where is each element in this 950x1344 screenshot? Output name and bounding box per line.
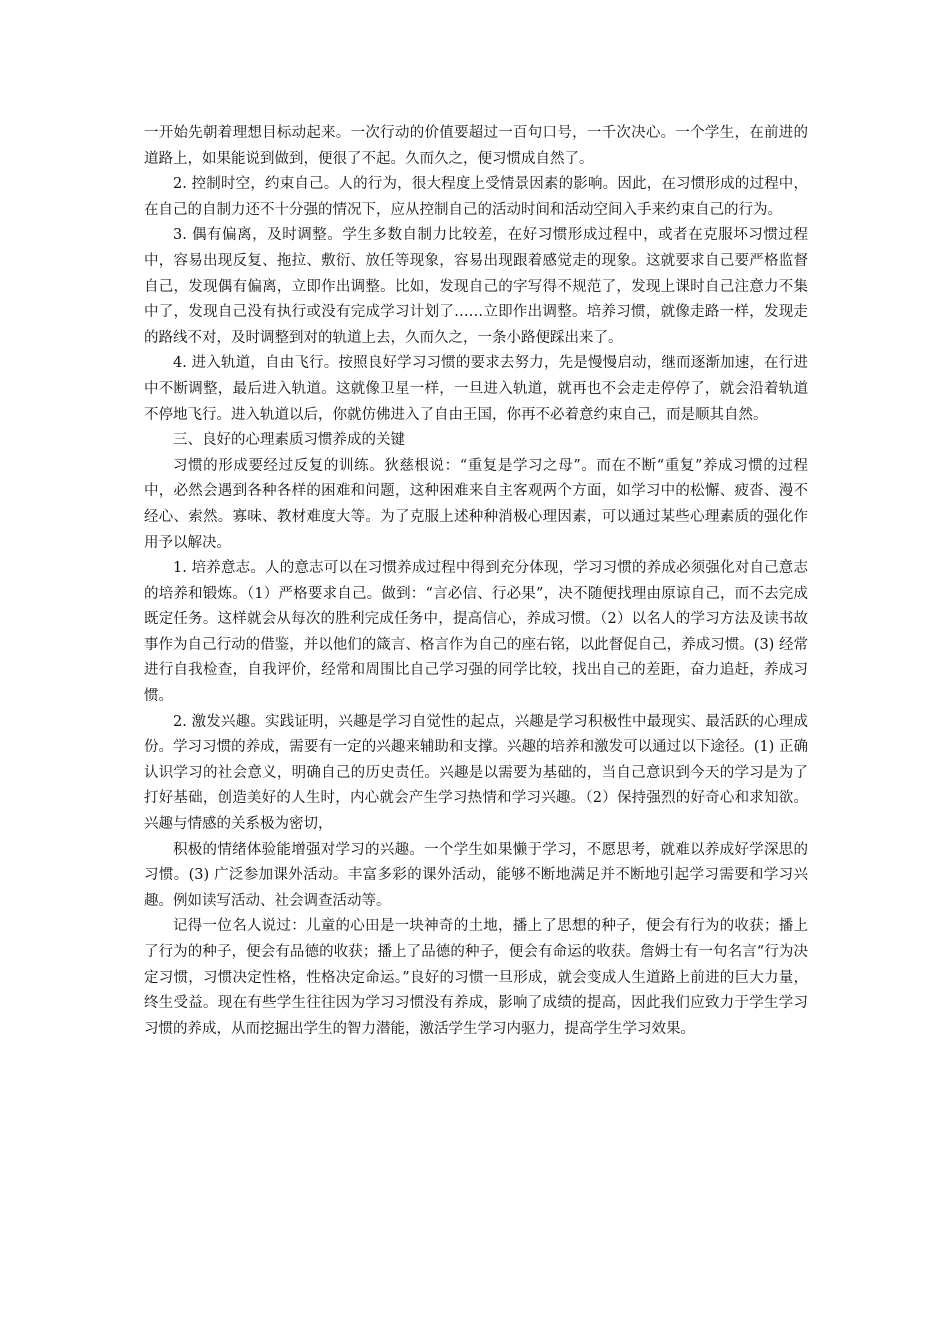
paragraph-9: 积极的情绪体验能增强对学习的兴趣。一个学生如果懒于学习，不愿思考，就难以养成好学深思的习惯。(3) 广泛参加课外活动。丰富多彩的课外活动，能够不断地满足并不断地引起学习需要和学习兴趣。例如读写活动、社会调查活动等。 xyxy=(144,841,808,909)
paragraph-7: 1. 培养意志。人的意志可以在习惯养成过程中得到充分体现，学习习惯的养成必须强化对自己意志的培养和锻炼。（1）严格要求自己。做到：“言必信、行必果”，决不随便找理由原谅自己，而不去完成既定任务。这样就会从每次的胜利完成任务中，提高信心，养成习惯。（2）以名人的学习方法及读书故事作为自己行动的借鉴，并以他们的箴言、格言作为自己的座右铭，以此督促自己，养成习惯。(3) 经常进行自我检查，自我评价，经常和周围比自己学习强的同学比较，找出自己的差距，奋力追赶，养成习惯。 xyxy=(144,560,808,705)
paragraph-6: 习惯的形成要经过反复的训练。狄慈根说：“重复是学习之母”。而在不断“重复”养成习惯的过程中，必然会遇到各种各样的困难和问题，这种困难来自主客观两个方面，如学习中的松懈、疲沓、漫不经心、索然。寡味、教材难度大等。为了克服上述种种消极心理因素，可以通过某些心理素质的强化作用予以解决。 xyxy=(144,457,808,551)
paragraph-10: 记得一位名人说过：儿童的心田是一块神奇的土地，播上了思想的种子，便会有行为的收获；播上了行为的种子，便会有品德的收获；播上了品德的种子，便会有命运的收获。詹姆士有一句名言“行为决定习惯，习惯决定性格，性格决定命运。”良好的习惯一旦形成，就会变成人生道路上前进的巨大力量，终生受益。现在有些学生往往因为学习习惯没有养成，影响了成绩的提高，因此我们应致力于学生学习习惯的养成，从而挖掘出学生的智力潜能，激活学生学习内驱力，提高学生学习效果。 xyxy=(144,918,808,1037)
document-body xyxy=(144,121,808,1042)
paragraph-4: 4. 进入轨道，自由飞行。按照良好学习习惯的要求去努力，先是慢慢启动，继而逐渐加速，在行进中不断调整，最后进入轨道。这就像卫星一样，一旦进入轨道，就再也不会走走停停了，就会沿着轨道不停地飞行。进入轨道以后，你就仿佛进入了自由王国，你再不必着意约束自己，而是顺其自然。 xyxy=(144,355,808,423)
paragraph-8: 2. 激发兴趣。实践证明，兴趣是学习自觉性的起点，兴趣是学习积极性中最现实、最活跃的心理成份。学习习惯的养成，需要有一定的兴趣来辅助和支撑。兴趣的培养和激发可以通过以下途径。(1) 正确认识学习的社会意义，明确自己的历史责任。兴趣是以需要为基础的，当自己意识到今天的学习是为了打好基础，创造美好的人生时，内心就会产生学习热情和学习兴趣。（2）保持强烈的好奇心和求知欲。兴趣与情感的关系极为密切， xyxy=(144,713,808,833)
paragraph-2: 2. 控制时空，约束自己。人的行为，很大程度上受情景因素的影响。因此，在习惯形成的过程中，在自己的自制力还不十分强的情况下，应从控制自己的活动时间和活动空间入手来约束自己的行为。 xyxy=(144,176,808,218)
paragraph-1: 一开始先朝着理想目标动起来。一次行动的价值要超过一百句口号，一千次决心。一个学生，在前进的道路上，如果能说到做到，便很了不起。久而久之，便习惯成自然了。 xyxy=(144,125,808,167)
section-heading: 三、良好的心理素质习惯养成的关键 xyxy=(173,432,405,449)
paragraph-3: 3. 偶有偏离，及时调整。学生多数自制力比较差，在好习惯形成过程中，或者在克服坏习惯过程中，容易出现反复、拖拉、敷衍、放任等现象，容易出现跟着感觉走的现象。这就要求自己要严格监督自己，发现偶有偏离，立即作出调整。比如，发现自己的字写得不规范了，发现上课时自己注意力不集中了，发现自己没有执行或没有完成学习计划了……立即作出调整。培养习惯，就像走路一样，发现走的路线不对，及时调整到对的轨道上去，久而久之，一条小路便踩出来了。 xyxy=(144,227,808,346)
